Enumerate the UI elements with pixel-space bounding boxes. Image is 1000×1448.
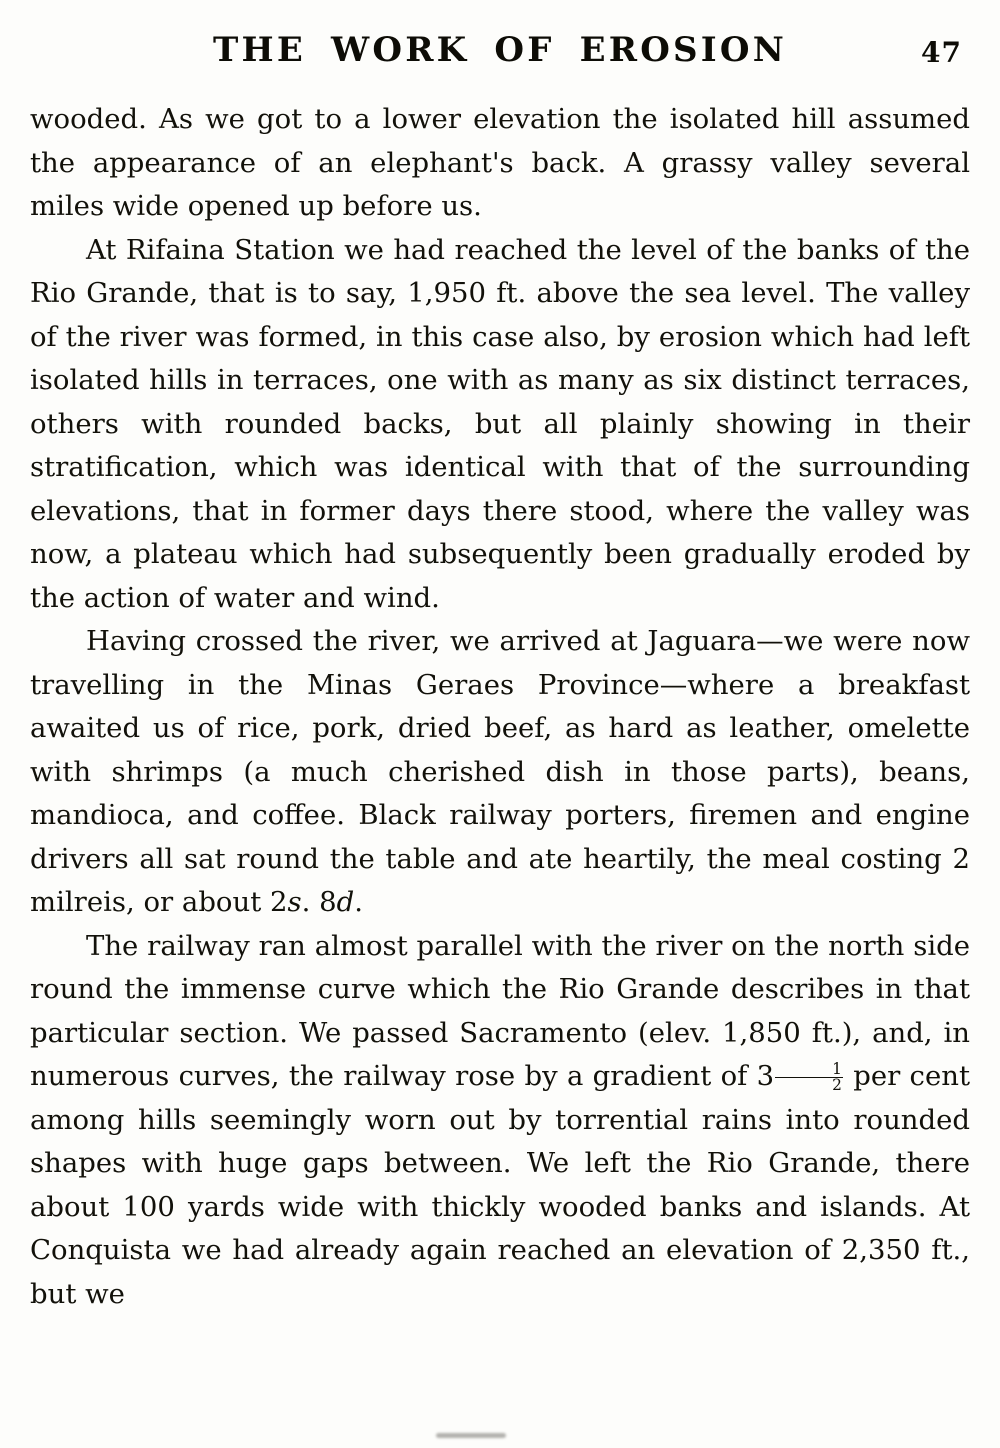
fraction-numerator: 1 [775,1062,843,1078]
running-title: THE WORK OF EROSION [213,30,787,70]
page-body [30,98,970,1316]
paragraph-4-text-2: per cent among hills seemingly worn out by torrential rains into rounded shapes with huge gaps between. We left the Rio Grande, there about 100 yards wide with thickly wooded banks and islands. At Conquista we had already again reached an elevation of 2,350 ft., but we [30,1060,970,1310]
fraction-one-half [775,1059,843,1095]
fraction-denominator: 2 [832,1076,842,1095]
paragraph-3-text-2: . 8 [301,886,337,918]
paragraph-2: At Rifaina Station we had reached the level of the banks of the Rio Grande, that is to say, 1,950 ft. above the sea level. The valley of the river was formed, in this case also, by erosion which had left isolated hills in terraces, one with as many as six distinct terraces, others with rounded backs, but all plainly showing in their stratification, which was identical with that of the surrounding elevations, that in former days there stood, where the valley was now, a plateau which had subsequently been gradually eroded by the action of water and wind. [30,233,970,614]
page-number: 47 [921,36,962,69]
paragraph-1: wooded. As we got to a lower elevation the isolated hill assumed the appearance of an elephant's back. A grassy valley several miles wide opened up before us. [30,103,970,222]
paragraph-4-text-1: The railway ran almost parallel with the river on the north side round the immense curve which the Rio Grande describes in that particular section. We passed Sacramento (elev. 1,850 ft.), and, in numerous curves, the railway rose by a gradient of 3 [30,929,970,1092]
page-header [36,22,964,84]
paragraph-3-text-1: Having crossed the river, we arrived at Jaguara—we were now travelling in the Minas Geraes Province—where a breakfast awaited us of rice, pork, dried beef, as hard as leather, omelette with shrimps (a much cherished dish in those parts), beans, mandioca, and coffee. Black railway porters, firemen and engine drivers all sat round the table and ate heartily, the meal costing 2 milreis, or about 2 [30,625,970,918]
paragraph-3-italic-d: d [336,886,355,918]
page-smudge-mark [436,1433,506,1438]
paragraph-4 [30,925,970,1317]
paragraph-3-italic-s: s [287,886,302,918]
paragraph-3 [30,620,970,925]
paragraph-3-text-3: . [354,886,363,918]
